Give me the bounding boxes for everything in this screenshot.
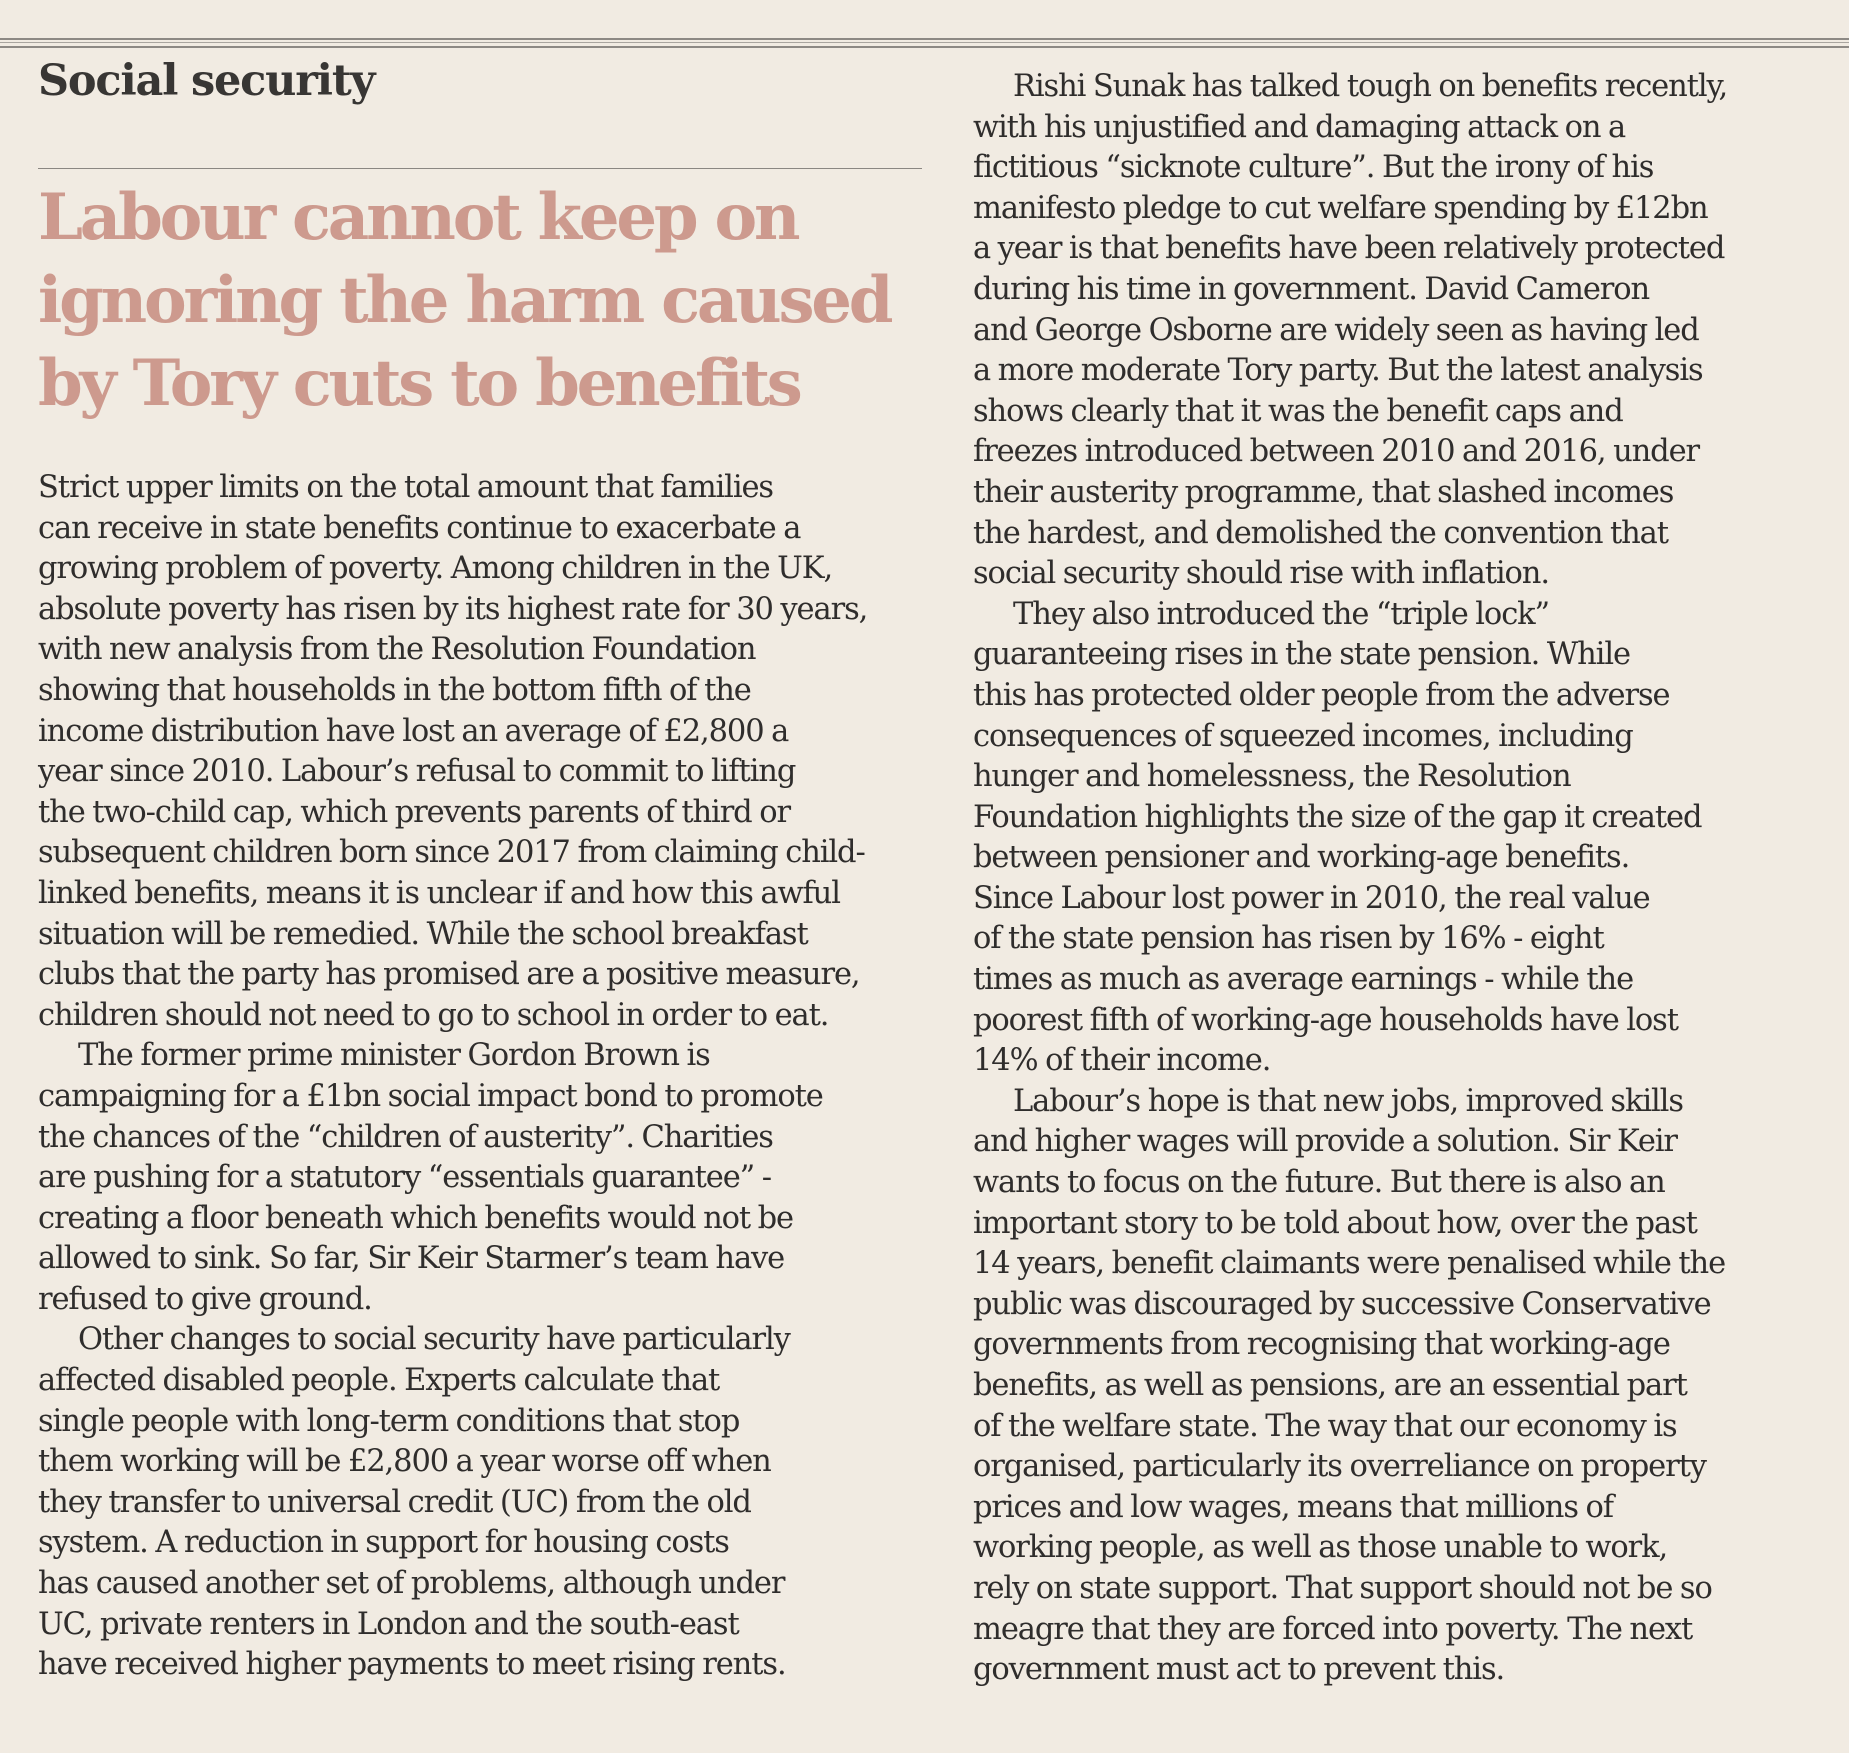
paragraph-line: this has protected older people from the adverse — [973, 677, 1670, 713]
paragraph-line: of the welfare state. The way that our economy is — [973, 1408, 1677, 1444]
paragraph-line: a year is that benefits have been relatively protected — [973, 231, 1725, 267]
paragraph-line: Since Labour lost power in 2010, the real value — [973, 880, 1650, 916]
paragraph-line: affected disabled people. Experts calculate that — [38, 1363, 720, 1399]
paragraph-line: Strict upper limits on the total amount that families — [38, 470, 773, 505]
paragraph-line: manifesto pledge to cut welfare spending by £12bn — [973, 190, 1708, 226]
paragraph-line: Foundation highlights the size of the gap it created — [973, 799, 1702, 835]
paragraph-line: their austerity programme, that slashed incomes — [973, 474, 1674, 510]
paragraph-line: the two-child cap, which prevents parents of third or — [38, 794, 790, 830]
paragraph-line: absolute poverty has risen by its highest rate for 30 years, — [38, 591, 868, 627]
right-column — [973, 67, 1813, 1691]
article-paragraph — [973, 1082, 1813, 1691]
paragraph-line: working people, as well as those unable to work, — [973, 1530, 1668, 1566]
paragraph-line: meagre that they are forced into poverty. The next — [973, 1611, 1693, 1647]
paragraph-line: Other changes to social security have particularly — [78, 1322, 790, 1358]
paragraph-line: 14% of their income. — [973, 1043, 1271, 1079]
paragraph-line: The former prime minister Gordon Brown is — [78, 1038, 710, 1074]
paragraph-line: the chances of the “children of austerity”. Charities — [38, 1119, 773, 1155]
article-paragraph — [973, 67, 1813, 595]
paragraph-line: showing that households in the bottom fifth of the — [38, 672, 751, 708]
headline-line: Labour cannot keep on — [38, 180, 798, 255]
paragraph-line: single people with long-term conditions that stop — [38, 1403, 740, 1439]
article-paragraph — [38, 468, 923, 1036]
paragraph-line: allowed to sink. So far, Sir Keir Starmer’s team have — [38, 1241, 785, 1277]
article-paragraph — [38, 1320, 923, 1685]
paragraph-line: the hardest, and demolished the convention that — [973, 515, 1668, 551]
paragraph-line: clubs that the party has promised are a positive measure, — [38, 957, 860, 993]
paragraph-line: consequences of squeezed incomes, including — [973, 718, 1633, 754]
paragraph-line: freezes introduced between 2010 and 2016, under — [973, 434, 1700, 470]
paragraph-line: Rishi Sunak has talked tough on benefits recently, — [1013, 69, 1728, 104]
paragraph-line: benefits, as well as pensions, are an essential part — [973, 1368, 1687, 1403]
paragraph-line: wants to focus on the future. But there is also an — [973, 1165, 1665, 1201]
paragraph-line: social security should rise with inflation. — [973, 556, 1549, 592]
paragraph-line: they transfer to universal credit (UC) from the old — [38, 1484, 751, 1520]
paragraph-line: UC, private renters in London and the south-east — [38, 1606, 739, 1642]
paragraph-line: has caused another set of problems, although under — [38, 1566, 785, 1602]
paragraph-line: campaigning for a £1bn social impact bond to promote — [38, 1078, 823, 1114]
paragraph-line: times as much as average earnings - while the — [973, 962, 1634, 998]
paragraph-line: They also introduced the “triple lock” — [1013, 596, 1550, 632]
paragraph-line: growing problem of poverty. Among children in the UK, — [38, 551, 833, 587]
article-paragraph — [973, 595, 1813, 1082]
left-column — [38, 468, 923, 1686]
paragraph-line: refused to give ground. — [38, 1281, 372, 1317]
paragraph-line: guaranteeing rises in the state pension. While — [973, 637, 1630, 673]
headline-line: by Tory cuts to benefits — [38, 346, 800, 421]
paragraph-line: prices and low wages, means that millions of — [973, 1489, 1613, 1525]
paragraph-line: subsequent children born since 2017 from claiming child- — [38, 835, 865, 871]
paragraph-line: situation will be remedied. While the school breakfast — [38, 916, 808, 952]
paragraph-line: fictitious “sicknote culture”. But the irony of his — [973, 150, 1654, 186]
paragraph-line: income distribution have lost an average of £2,800 a — [38, 713, 789, 749]
paragraph-line: system. A reduction in support for housing costs — [38, 1525, 729, 1561]
paragraph-line: can receive in state benefits continue to exacerbate a — [38, 510, 801, 546]
article-paragraph — [38, 1036, 923, 1320]
paragraph-line: between pensioner and working-age benefits. — [973, 840, 1630, 876]
paragraph-line: them working will be £2,800 a year worse off when — [38, 1444, 771, 1480]
paragraph-line: year since 2010. Labour’s refusal to commit to lifting — [38, 754, 796, 790]
headline-line: ignoring the harm caused — [38, 263, 891, 338]
paragraph-line: poorest fifth of working-age households have lost — [973, 1002, 1678, 1038]
headline — [38, 176, 938, 425]
section-label: Social security — [38, 56, 375, 106]
paragraph-line: creating a floor beneath which benefits would not be — [38, 1200, 793, 1236]
paragraph-line: with new analysis from the Resolution Foundation — [38, 632, 756, 668]
paragraph-line: during his time in government. David Cameron — [973, 271, 1650, 307]
paragraph-line: government must act to prevent this. — [973, 1652, 1505, 1688]
paragraph-line: a more moderate Tory party. But the latest analysis — [973, 353, 1703, 389]
section-divider — [38, 168, 922, 169]
paragraph-line: and George Osborne are widely seen as having led — [973, 312, 1699, 348]
paragraph-line: are pushing for a statutory “essentials guarantee” - — [38, 1160, 771, 1196]
paragraph-line: governments from recognising that working-age — [973, 1327, 1670, 1363]
paragraph-line: and higher wages will provide a solution. Sir Keir — [973, 1124, 1677, 1160]
top-rule — [0, 38, 1849, 48]
paragraph-line: rely on state support. That support should not be so — [973, 1570, 1712, 1606]
paragraph-line: hunger and homelessness, the Resolution — [973, 759, 1571, 795]
paragraph-line: organised, particularly its overreliance on property — [973, 1449, 1706, 1485]
paragraph-line: of the state pension has risen by 16% - eight — [973, 921, 1604, 957]
paragraph-line: shows clearly that it was the benefit caps and — [973, 393, 1623, 429]
paragraph-line: 14 years, benefit claimants were penalised while the — [973, 1246, 1726, 1282]
paragraph-line: with his unjustified and damaging attack on a — [973, 109, 1626, 145]
paragraph-line: children should not need to go to school in order to eat. — [38, 997, 829, 1033]
paragraph-line: public was discouraged by successive Conservative — [973, 1286, 1711, 1322]
paragraph-line: Labour’s hope is that new jobs, improved skills — [1013, 1083, 1683, 1119]
paragraph-line: linked benefits, means it is unclear if and how this awful — [38, 875, 840, 911]
paragraph-line: have received higher payments to meet rising rents. — [38, 1647, 786, 1683]
paragraph-line: important story to be told about how, over the past — [973, 1205, 1697, 1241]
